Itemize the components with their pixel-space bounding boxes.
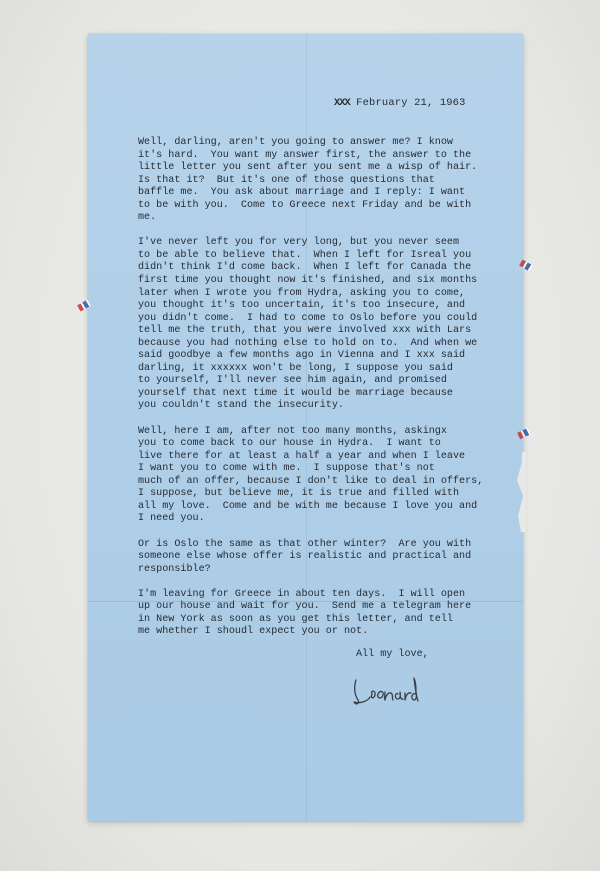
text-line: someone else whose offer is realistic and practical and <box>138 551 472 563</box>
airmail-stripe-left <box>77 299 91 311</box>
text-line: me whether I shoudl expect you or not. <box>138 626 369 638</box>
text-line: Well, darling, aren't you going to answer me? I know <box>138 137 453 148</box>
text-line: to be with you. Come to Greece next Friday and be with <box>138 199 472 211</box>
text-line: you to come back to our house in Hydra. I want to <box>138 438 441 450</box>
text-line: yourself that next time it would be marriage because <box>138 387 453 399</box>
text-line: it's hard. You want my answer first, the answer to the <box>138 149 472 161</box>
paragraph-1 <box>138 137 510 225</box>
text-line: tell me the truth, that you were involved xxx with Lars <box>138 325 472 337</box>
torn-edge <box>516 452 526 532</box>
text-line: you thought it's too uncertain, it's too insecure, and <box>138 300 466 312</box>
text-line: live there for at least a half a year and when I leave <box>138 450 466 462</box>
text-line: in New York as soon as you get this letter, and tell <box>138 613 453 625</box>
signature-leonard <box>350 670 420 710</box>
date-strikeout: XXX <box>334 97 350 109</box>
text-line: all my love. Come and be with me because I love you and <box>138 500 478 512</box>
text-line: I want you to come with me. I suppose that's not <box>138 463 435 475</box>
text-line: to be able to believe that. When I left for Isreal you <box>138 249 472 261</box>
text-line: Is that it? But it's one of those questions that <box>138 174 435 186</box>
letter-date <box>334 97 466 109</box>
text-line: didn't think I'd come back. When I left for Canada the <box>138 262 472 274</box>
text-line: me. <box>138 212 157 224</box>
text-line: because you had nothing else to hold on to. And when we <box>138 337 478 349</box>
text-line: first time you thought now it's finished, and six months <box>138 275 478 287</box>
text-line: much of an offer, because I don't like to deal in offers, <box>138 475 484 487</box>
letter-page <box>88 34 523 821</box>
text-line: later when I wrote you from Hydra, asking you to come, <box>138 287 466 299</box>
text-line: said goodbye a few months ago in Vienna and I xxx said <box>138 350 466 362</box>
airmail-stripe-right-top <box>519 259 533 271</box>
text-line: Or is Oslo the same as that other winter? Are you with <box>138 538 472 550</box>
text-line: responsible? <box>138 563 211 575</box>
text-line: I suppose, but believe me, it is true and filled with <box>138 488 460 500</box>
letter-body <box>138 137 510 651</box>
text-line: I've never left you for very long, but you never seem <box>138 237 460 249</box>
text-line: darling, it xxxxxx won't be long, I suppose you said <box>138 362 453 374</box>
text-line: I'm leaving for Greece in about ten days. I will open <box>138 588 466 600</box>
letter-closing: All my love, <box>356 649 429 660</box>
paragraph-2 <box>138 237 510 413</box>
text-line: you couldn't stand the insecurity. <box>138 400 344 412</box>
text-line: Well, here I am, after not too many months, askingx <box>138 425 447 437</box>
text-line: up our house and wait for you. Send me a telegram here <box>138 601 472 613</box>
date-text: February 21, 1963 <box>356 97 466 109</box>
text-line: I need you. <box>138 513 205 525</box>
paragraph-5 <box>138 589 510 639</box>
text-line: to yourself, I'll never see him again, and promised <box>138 375 447 387</box>
airmail-stripe-right-bottom <box>517 428 531 439</box>
text-line: baffle me. You ask about marriage and I reply: I want <box>138 187 466 199</box>
text-line: little letter you sent after you sent me a wisp of hair. <box>138 162 478 174</box>
paragraph-3 <box>138 426 510 526</box>
paragraph-4 <box>138 539 510 577</box>
text-line: you didn't come. I had to come to Oslo before you could <box>138 312 478 324</box>
